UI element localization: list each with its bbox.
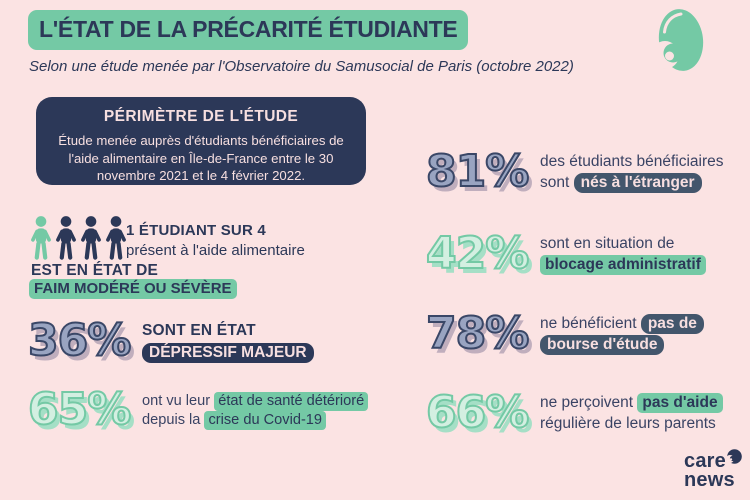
- people-stat-bold: 1 ÉTUDIANT SUR 4: [126, 222, 266, 239]
- sante-highlight-2: crise du Covid-19: [204, 411, 326, 430]
- blocage-highlight: blocage administratif: [540, 255, 706, 275]
- stat-sante-value: 65%: [28, 384, 131, 435]
- stat-bourse: [426, 309, 704, 360]
- person-icon: [105, 215, 127, 261]
- stat-depressif-value: 36%: [28, 315, 131, 366]
- stat-bourse-value: 78%: [426, 308, 529, 359]
- people-icons: [30, 215, 127, 261]
- carenews-logo-line1: care: [684, 450, 726, 472]
- stat-parents-text: ne perçoivent pas d'aide régulière de leurs parents: [540, 391, 723, 436]
- stat-depressif: [28, 316, 314, 367]
- carenews-logo: [684, 452, 742, 490]
- scope-box-body: Étude menée auprès d'étudiants bénéficiaires de l'aide alimentaire en Île-de-France entre le 30 novembre 2021 et le 4 février 2022.: [58, 133, 344, 184]
- person-icon: [80, 215, 102, 261]
- carenews-logo-line2: news: [684, 469, 735, 491]
- study-scope-box: [36, 97, 366, 185]
- stat-sante: [28, 385, 368, 436]
- stat-parents: [426, 388, 723, 439]
- small-spiral-icon: [727, 449, 742, 464]
- stat-bourse-text: ne bénéficient pas de bourse d'étude: [540, 312, 704, 357]
- page-title-text: L'ÉTAT DE LA PRÉCARITÉ ÉTUDIANTE: [28, 10, 468, 50]
- spiral-drop-icon: [658, 8, 704, 72]
- people-stat-normal: présent à l'aide alimentaire: [126, 242, 305, 259]
- stat-parents-value: 66%: [426, 387, 529, 438]
- stat-etranger-value: 81%: [426, 146, 529, 197]
- depressif-pill: DÉPRESSIF MAJEUR: [142, 343, 314, 363]
- people-stat-text: [126, 222, 305, 259]
- person-icon: [55, 215, 77, 261]
- bourse-pill-1: pas de: [641, 314, 704, 334]
- people-stat-line2: EST EN ÉTAT DE: [31, 262, 159, 279]
- stat-depressif-text: SONT EN ÉTAT DÉPRESSIF MAJEUR: [142, 318, 314, 365]
- stat-etranger: [426, 147, 724, 198]
- stat-sante-text: ont vu leur état de santé détérioré depuis la crise du Covid-19: [142, 390, 368, 431]
- stat-blocage-value: 42%: [426, 228, 529, 279]
- person-icon: [30, 215, 52, 261]
- stat-blocage-text: sont en situation de blocage administratif: [540, 232, 706, 277]
- sante-highlight-1: état de santé détérioré: [214, 392, 368, 411]
- people-stat-line3: [29, 280, 237, 297]
- parents-highlight: pas d'aide: [637, 393, 722, 413]
- etranger-pill: nés à l'étranger: [574, 173, 702, 193]
- page-title: [28, 10, 468, 50]
- faim-highlight: FAIM MODÉRÉ OU SÉVÈRE: [29, 279, 237, 299]
- subtitle: Selon une étude menée par l'Observatoire du Samusocial de Paris (octobre 2022): [29, 58, 574, 75]
- stat-blocage: [426, 229, 706, 280]
- bourse-pill-2: bourse d'étude: [540, 335, 664, 355]
- stat-etranger-text: des étudiants bénéficiaires sont nés à l'étranger: [540, 152, 724, 191]
- scope-box-title: PÉRIMÈTRE DE L'ÉTUDE: [103, 108, 299, 125]
